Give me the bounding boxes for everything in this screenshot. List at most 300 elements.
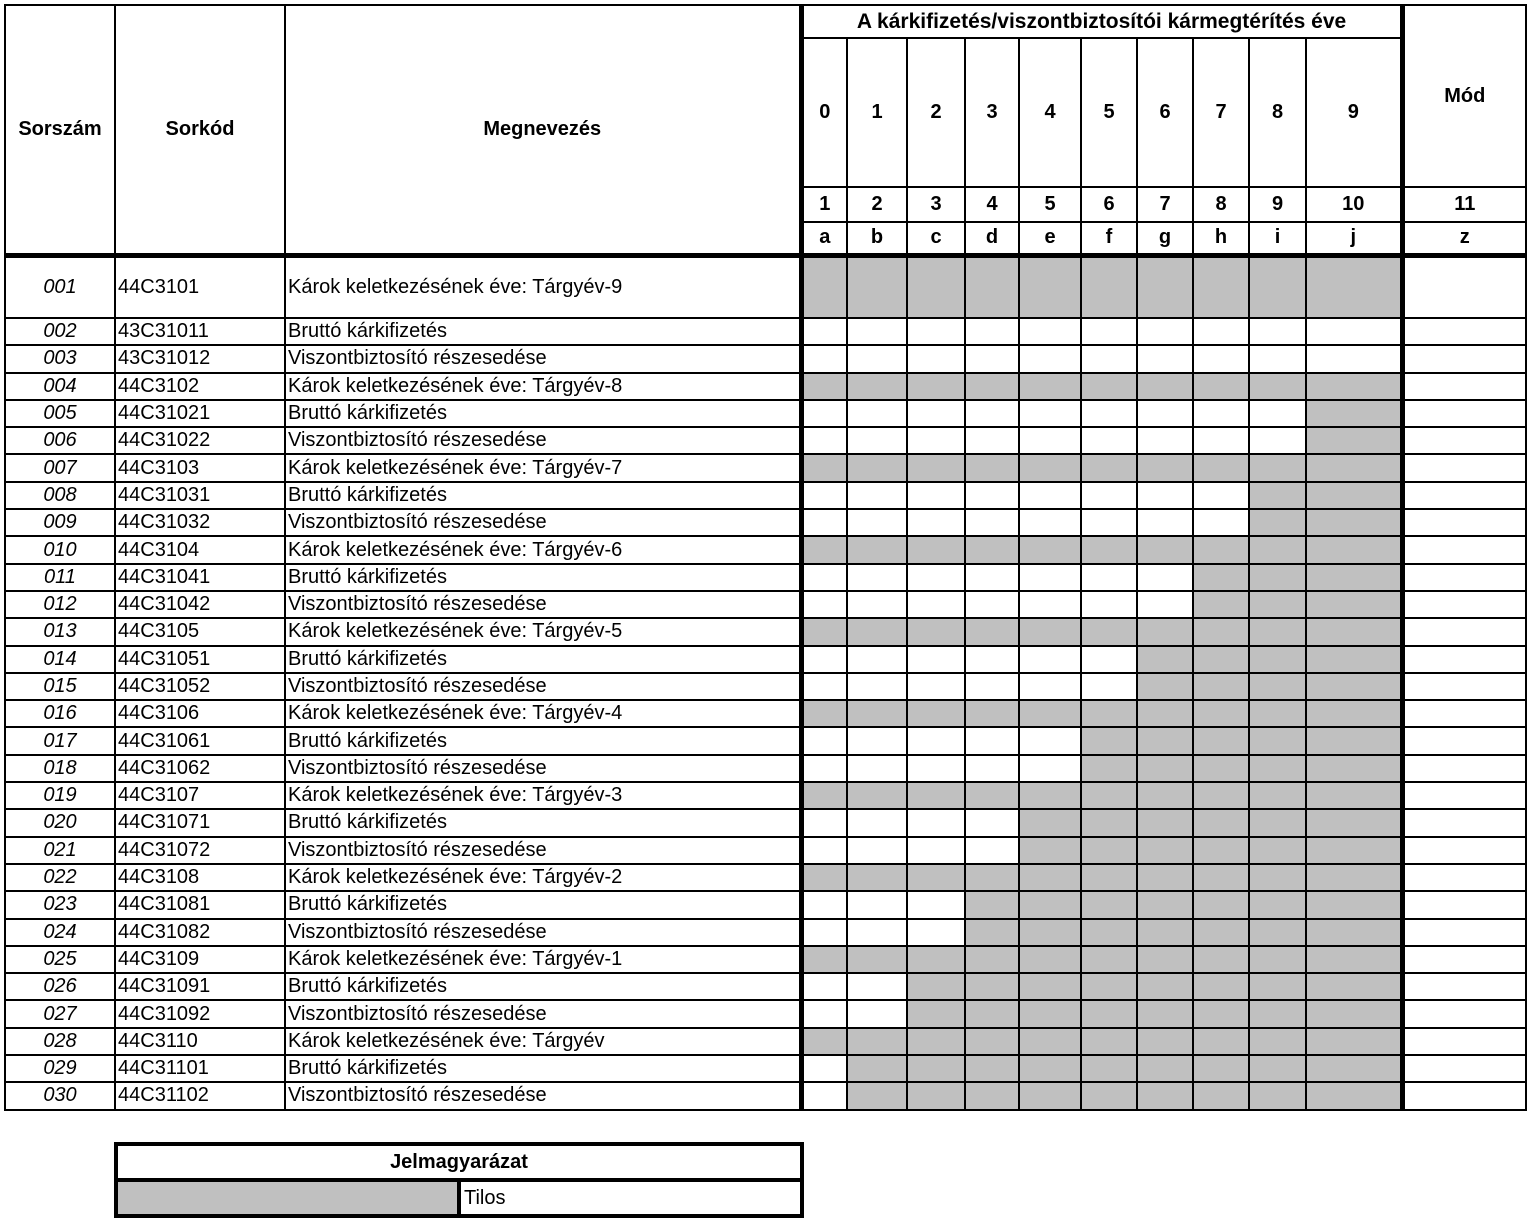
input-cell[interactable] <box>965 427 1019 454</box>
row-sorszam: 017 <box>5 727 115 754</box>
input-cell[interactable] <box>1019 564 1081 591</box>
input-cell[interactable] <box>1081 427 1137 454</box>
forbidden-cell <box>965 454 1019 481</box>
input-cell[interactable] <box>1081 345 1137 372</box>
table-row <box>5 946 1526 973</box>
mod-cell[interactable] <box>1402 646 1526 673</box>
forbidden-cell <box>965 618 1019 645</box>
input-cell[interactable] <box>801 809 847 836</box>
table-row <box>5 891 1526 918</box>
forbidden-cell <box>1193 373 1249 400</box>
forbidden-cell <box>1193 255 1249 318</box>
forbidden-cell <box>1137 946 1193 973</box>
input-cell[interactable] <box>801 564 847 591</box>
forbidden-cell <box>1019 255 1081 318</box>
forbidden-cell <box>1137 755 1193 782</box>
forbidden-cell <box>1249 727 1306 754</box>
row-sorszam: 020 <box>5 809 115 836</box>
forbidden-cell <box>801 946 847 973</box>
forbidden-cell <box>1019 700 1081 727</box>
mod-cell[interactable] <box>1402 919 1526 946</box>
row-sorszam: 006 <box>5 427 115 454</box>
row-sorszam: 003 <box>5 345 115 372</box>
forbidden-cell <box>1306 536 1402 563</box>
input-cell[interactable] <box>847 973 907 1000</box>
input-cell[interactable] <box>965 400 1019 427</box>
input-cell[interactable] <box>1019 591 1081 618</box>
mod-cell[interactable] <box>1402 1028 1526 1055</box>
forbidden-cell <box>1193 973 1249 1000</box>
forbidden-cell <box>847 454 907 481</box>
forbidden-cell <box>1081 727 1137 754</box>
row-megnevezes: Károk keletkezésének éve: Tárgyév-3 <box>285 782 801 809</box>
forbidden-cell <box>1137 1028 1193 1055</box>
input-cell[interactable] <box>1081 482 1137 509</box>
forbidden-cell <box>1193 536 1249 563</box>
forbidden-cell <box>1306 255 1402 318</box>
forbidden-cell <box>1081 919 1137 946</box>
header-year-1: 1 <box>847 38 907 187</box>
row-megnevezes: Bruttó kárkifizetés <box>285 482 801 509</box>
input-cell[interactable] <box>1137 427 1193 454</box>
input-cell[interactable] <box>1019 755 1081 782</box>
forbidden-cell <box>1249 946 1306 973</box>
mod-cell[interactable] <box>1402 700 1526 727</box>
input-cell[interactable] <box>847 1000 907 1027</box>
mod-cell[interactable] <box>1402 673 1526 700</box>
forbidden-cell <box>1306 1082 1402 1109</box>
input-cell[interactable] <box>847 646 907 673</box>
input-cell[interactable] <box>801 973 847 1000</box>
mod-cell[interactable] <box>1402 1082 1526 1109</box>
row-megnevezes: Bruttó kárkifizetés <box>285 400 801 427</box>
row-sorkod: 44C31091 <box>115 973 285 1000</box>
row-sorkod: 44C31061 <box>115 727 285 754</box>
input-cell[interactable] <box>965 755 1019 782</box>
forbidden-cell <box>1249 646 1306 673</box>
input-cell[interactable] <box>1081 400 1137 427</box>
row-megnevezes: Károk keletkezésének éve: Tárgyév-8 <box>285 373 801 400</box>
row-megnevezes: Bruttó kárkifizetés <box>285 646 801 673</box>
row-sorkod: 44C3107 <box>115 782 285 809</box>
input-cell[interactable] <box>965 591 1019 618</box>
table-row <box>5 700 1526 727</box>
forbidden-cell <box>1137 1082 1193 1109</box>
mod-cell[interactable] <box>1402 454 1526 481</box>
forbidden-cell <box>965 1082 1019 1109</box>
row-sorkod: 44C3110 <box>115 1028 285 1055</box>
header-colnum-5: 5 <box>1019 187 1081 222</box>
row-sorszam: 009 <box>5 509 115 536</box>
input-cell[interactable] <box>847 755 907 782</box>
forbidden-cell <box>1081 755 1137 782</box>
row-sorkod: 44C31041 <box>115 564 285 591</box>
data-table <box>4 4 1527 1111</box>
input-cell[interactable] <box>1081 646 1137 673</box>
forbidden-cell <box>907 1082 965 1109</box>
input-cell[interactable] <box>847 427 907 454</box>
input-cell[interactable] <box>907 591 965 618</box>
forbidden-cell <box>847 782 907 809</box>
mod-cell[interactable] <box>1402 837 1526 864</box>
input-cell[interactable] <box>847 809 907 836</box>
input-cell[interactable] <box>801 1000 847 1027</box>
row-megnevezes: Bruttó kárkifizetés <box>285 973 801 1000</box>
mod-cell[interactable] <box>1402 536 1526 563</box>
mod-cell[interactable] <box>1402 809 1526 836</box>
forbidden-cell <box>1137 700 1193 727</box>
row-sorkod: 44C3102 <box>115 373 285 400</box>
input-cell[interactable] <box>1019 482 1081 509</box>
input-cell[interactable] <box>965 482 1019 509</box>
forbidden-cell <box>907 946 965 973</box>
input-cell[interactable] <box>847 509 907 536</box>
row-sorszam: 022 <box>5 864 115 891</box>
header-year-9: 9 <box>1306 38 1402 187</box>
input-cell[interactable] <box>801 646 847 673</box>
forbidden-cell <box>1081 973 1137 1000</box>
input-cell[interactable] <box>1081 509 1137 536</box>
header-colletter-f: f <box>1081 222 1137 255</box>
input-cell[interactable] <box>965 564 1019 591</box>
mod-cell[interactable] <box>1402 727 1526 754</box>
input-cell[interactable] <box>1019 509 1081 536</box>
forbidden-cell <box>1249 700 1306 727</box>
input-cell[interactable] <box>1137 591 1193 618</box>
row-sorszam: 001 <box>5 255 115 318</box>
header-year-0: 0 <box>801 38 847 187</box>
forbidden-cell <box>1306 973 1402 1000</box>
forbidden-cell <box>1306 755 1402 782</box>
input-cell[interactable] <box>1249 345 1306 372</box>
forbidden-cell <box>1306 809 1402 836</box>
row-megnevezes: Károk keletkezésének éve: Tárgyév-2 <box>285 864 801 891</box>
input-cell[interactable] <box>907 509 965 536</box>
input-cell[interactable] <box>1019 673 1081 700</box>
forbidden-cell <box>1249 837 1306 864</box>
input-cell[interactable] <box>801 673 847 700</box>
input-cell[interactable] <box>801 482 847 509</box>
forbidden-cell <box>1249 564 1306 591</box>
mod-cell[interactable] <box>1402 891 1526 918</box>
input-cell[interactable] <box>1249 427 1306 454</box>
mod-cell[interactable] <box>1402 1000 1526 1027</box>
row-sorkod: 44C3101 <box>115 255 285 318</box>
header-mod: Mód <box>1402 5 1526 187</box>
input-cell[interactable] <box>1137 345 1193 372</box>
mod-cell[interactable] <box>1402 864 1526 891</box>
input-cell[interactable] <box>1306 318 1402 345</box>
forbidden-cell <box>1019 809 1081 836</box>
input-cell[interactable] <box>801 400 847 427</box>
forbidden-cell <box>1249 809 1306 836</box>
input-cell[interactable] <box>907 427 965 454</box>
forbidden-cell <box>847 536 907 563</box>
input-cell[interactable] <box>1193 318 1249 345</box>
forbidden-cell <box>1193 946 1249 973</box>
input-cell[interactable] <box>965 809 1019 836</box>
mod-cell[interactable] <box>1402 782 1526 809</box>
forbidden-cell <box>1249 509 1306 536</box>
table-row <box>5 864 1526 891</box>
forbidden-cell <box>1249 454 1306 481</box>
table-row <box>5 509 1526 536</box>
forbidden-cell <box>1249 618 1306 645</box>
input-cell[interactable] <box>1019 727 1081 754</box>
mod-cell[interactable] <box>1402 591 1526 618</box>
input-cell[interactable] <box>847 673 907 700</box>
row-megnevezes: Bruttó kárkifizetés <box>285 1055 801 1082</box>
table-row <box>5 646 1526 673</box>
mod-cell[interactable] <box>1402 255 1526 318</box>
forbidden-cell <box>1249 782 1306 809</box>
row-megnevezes: Károk keletkezésének éve: Tárgyév-6 <box>285 536 801 563</box>
input-cell[interactable] <box>847 591 907 618</box>
forbidden-cell <box>1306 591 1402 618</box>
header-colletter-g: g <box>1137 222 1193 255</box>
input-cell[interactable] <box>965 318 1019 345</box>
input-cell[interactable] <box>965 646 1019 673</box>
input-cell[interactable] <box>1249 318 1306 345</box>
row-sorszam: 030 <box>5 1082 115 1109</box>
row-sorszam: 026 <box>5 973 115 1000</box>
input-cell[interactable] <box>1193 345 1249 372</box>
input-cell[interactable] <box>1137 400 1193 427</box>
table-row <box>5 727 1526 754</box>
mod-cell[interactable] <box>1402 427 1526 454</box>
input-cell[interactable] <box>801 345 847 372</box>
input-cell[interactable] <box>1137 509 1193 536</box>
forbidden-cell <box>1306 919 1402 946</box>
row-sorkod: 44C31082 <box>115 919 285 946</box>
input-cell[interactable] <box>1193 482 1249 509</box>
row-megnevezes: Viszontbiztosító részesedése <box>285 1000 801 1027</box>
row-megnevezes: Viszontbiztosító részesedése <box>285 673 801 700</box>
forbidden-cell <box>1193 919 1249 946</box>
input-cell[interactable] <box>907 564 965 591</box>
mod-cell[interactable] <box>1402 755 1526 782</box>
forbidden-cell <box>965 891 1019 918</box>
mod-cell[interactable] <box>1402 318 1526 345</box>
input-cell[interactable] <box>801 837 847 864</box>
input-cell[interactable] <box>907 809 965 836</box>
input-cell[interactable] <box>847 891 907 918</box>
mod-cell[interactable] <box>1402 345 1526 372</box>
row-megnevezes: Károk keletkezésének éve: Tárgyév-4 <box>285 700 801 727</box>
header-year-5: 5 <box>1081 38 1137 187</box>
input-cell[interactable] <box>1081 318 1137 345</box>
input-cell[interactable] <box>801 919 847 946</box>
row-sorkod: 44C31042 <box>115 591 285 618</box>
mod-cell[interactable] <box>1402 973 1526 1000</box>
input-cell[interactable] <box>801 1055 847 1082</box>
row-sorkod: 44C31052 <box>115 673 285 700</box>
input-cell[interactable] <box>847 400 907 427</box>
row-sorszam: 007 <box>5 454 115 481</box>
input-cell[interactable] <box>1081 564 1137 591</box>
forbidden-cell <box>1306 646 1402 673</box>
mod-cell[interactable] <box>1402 509 1526 536</box>
row-megnevezes: Viszontbiztosító részesedése <box>285 919 801 946</box>
input-cell[interactable] <box>965 673 1019 700</box>
row-sorkod: 44C31031 <box>115 482 285 509</box>
input-cell[interactable] <box>907 318 965 345</box>
input-cell[interactable] <box>965 345 1019 372</box>
header-colletter-j: j <box>1306 222 1402 255</box>
input-cell[interactable] <box>907 400 965 427</box>
forbidden-cell <box>1137 1000 1193 1027</box>
forbidden-cell <box>965 973 1019 1000</box>
header-year-8: 8 <box>1249 38 1306 187</box>
forbidden-cell <box>1019 1055 1081 1082</box>
forbidden-cell <box>1081 782 1137 809</box>
input-cell[interactable] <box>965 837 1019 864</box>
forbidden-cell <box>1081 891 1137 918</box>
input-cell[interactable] <box>907 646 965 673</box>
mod-cell[interactable] <box>1402 400 1526 427</box>
mod-cell[interactable] <box>1402 482 1526 509</box>
forbidden-cell <box>1306 837 1402 864</box>
mod-cell[interactable] <box>1402 1055 1526 1082</box>
forbidden-cell <box>847 1082 907 1109</box>
forbidden-cell <box>1249 673 1306 700</box>
input-cell[interactable] <box>1249 400 1306 427</box>
forbidden-cell <box>907 536 965 563</box>
input-cell[interactable] <box>1019 400 1081 427</box>
input-cell[interactable] <box>1193 427 1249 454</box>
forbidden-cell <box>1193 864 1249 891</box>
header-colnum-11: 11 <box>1402 187 1526 222</box>
forbidden-cell <box>847 700 907 727</box>
input-cell[interactable] <box>1019 318 1081 345</box>
forbidden-cell <box>1081 1055 1137 1082</box>
input-cell[interactable] <box>847 919 907 946</box>
input-cell[interactable] <box>1193 400 1249 427</box>
input-cell[interactable] <box>847 727 907 754</box>
forbidden-cell <box>1306 673 1402 700</box>
input-cell[interactable] <box>1019 345 1081 372</box>
header-year-6: 6 <box>1137 38 1193 187</box>
input-cell[interactable] <box>1081 673 1137 700</box>
forbidden-cell <box>1306 864 1402 891</box>
header-colnum-1: 1 <box>801 187 847 222</box>
table-row <box>5 1028 1526 1055</box>
row-sorszam: 008 <box>5 482 115 509</box>
input-cell[interactable] <box>907 837 965 864</box>
mod-cell[interactable] <box>1402 618 1526 645</box>
input-cell[interactable] <box>847 564 907 591</box>
forbidden-cell <box>801 864 847 891</box>
row-megnevezes: Viszontbiztosító részesedése <box>285 755 801 782</box>
input-cell[interactable] <box>907 345 965 372</box>
input-cell[interactable] <box>965 509 1019 536</box>
input-cell[interactable] <box>907 727 965 754</box>
input-cell[interactable] <box>847 837 907 864</box>
input-cell[interactable] <box>907 482 965 509</box>
row-sorszam: 029 <box>5 1055 115 1082</box>
header-sorszam: Sorszám <box>5 5 115 255</box>
header-colnum-9: 9 <box>1249 187 1306 222</box>
forbidden-cell <box>1081 946 1137 973</box>
row-megnevezes: Károk keletkezésének éve: Tárgyév <box>285 1028 801 1055</box>
row-sorszam: 012 <box>5 591 115 618</box>
forbidden-cell <box>1306 482 1402 509</box>
table-row <box>5 1000 1526 1027</box>
input-cell[interactable] <box>907 673 965 700</box>
input-cell[interactable] <box>1137 318 1193 345</box>
input-cell[interactable] <box>1019 427 1081 454</box>
forbidden-cell <box>907 973 965 1000</box>
input-cell[interactable] <box>801 755 847 782</box>
forbidden-cell <box>965 864 1019 891</box>
input-cell[interactable] <box>1081 591 1137 618</box>
input-cell[interactable] <box>847 482 907 509</box>
header-colletter-d: d <box>965 222 1019 255</box>
mod-cell[interactable] <box>1402 564 1526 591</box>
input-cell[interactable] <box>801 727 847 754</box>
forbidden-cell <box>847 618 907 645</box>
header-colletter-e: e <box>1019 222 1081 255</box>
forbidden-cell <box>847 1028 907 1055</box>
input-cell[interactable] <box>801 1082 847 1109</box>
forbidden-cell <box>1193 1055 1249 1082</box>
mod-cell[interactable] <box>1402 373 1526 400</box>
forbidden-cell <box>1249 591 1306 618</box>
row-sorkod: 43C31011 <box>115 318 285 345</box>
table-row <box>5 837 1526 864</box>
input-cell[interactable] <box>801 427 847 454</box>
row-megnevezes: Károk keletkezésének éve: Tárgyév-1 <box>285 946 801 973</box>
input-cell[interactable] <box>907 755 965 782</box>
input-cell[interactable] <box>1193 509 1249 536</box>
input-cell[interactable] <box>965 727 1019 754</box>
row-sorszam: 005 <box>5 400 115 427</box>
row-megnevezes: Bruttó kárkifizetés <box>285 318 801 345</box>
table-row <box>5 454 1526 481</box>
forbidden-cell <box>1137 837 1193 864</box>
row-sorszam: 013 <box>5 618 115 645</box>
mod-cell[interactable] <box>1402 946 1526 973</box>
input-cell[interactable] <box>1019 646 1081 673</box>
forbidden-cell <box>1081 1000 1137 1027</box>
forbidden-cell <box>1193 727 1249 754</box>
forbidden-cell <box>1193 809 1249 836</box>
input-cell[interactable] <box>847 318 907 345</box>
forbidden-cell <box>1137 891 1193 918</box>
input-cell[interactable] <box>1137 482 1193 509</box>
forbidden-cell <box>1137 646 1193 673</box>
input-cell[interactable] <box>907 891 965 918</box>
input-cell[interactable] <box>1137 564 1193 591</box>
forbidden-cell <box>1193 700 1249 727</box>
forbidden-cell <box>1137 864 1193 891</box>
table-row <box>5 318 1526 345</box>
input-cell[interactable] <box>801 509 847 536</box>
input-cell[interactable] <box>801 591 847 618</box>
table-row <box>5 427 1526 454</box>
forbidden-cell <box>1306 782 1402 809</box>
input-cell[interactable] <box>801 891 847 918</box>
input-cell[interactable] <box>1306 345 1402 372</box>
forbidden-cell <box>1137 919 1193 946</box>
input-cell[interactable] <box>907 919 965 946</box>
input-cell[interactable] <box>801 318 847 345</box>
forbidden-cell <box>1019 973 1081 1000</box>
header-colletter-z: z <box>1402 222 1526 255</box>
legend-table <box>114 1142 804 1218</box>
input-cell[interactable] <box>847 345 907 372</box>
table-row <box>5 1055 1526 1082</box>
